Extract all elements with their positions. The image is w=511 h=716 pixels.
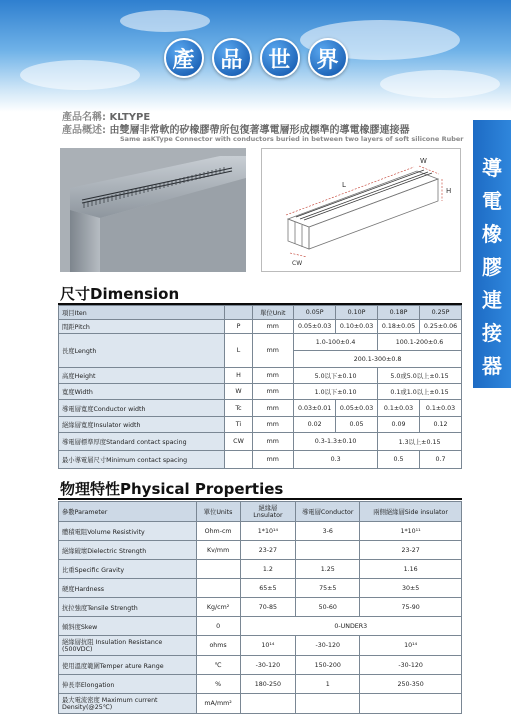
side-char: 接 (482, 321, 502, 345)
param-name: 絕緣層寬度Insulator width (59, 417, 225, 433)
table-cell: 30±5 (360, 579, 462, 598)
table-cell: 0.05 (336, 417, 378, 433)
table-cell: 0.25±0.06 (419, 320, 461, 334)
table-header-row (59, 306, 462, 320)
param-unit: mm (252, 334, 294, 368)
table-cell: 0.1或1.0以上±0.15 (378, 384, 462, 400)
table-cell: 0.3 (294, 451, 378, 469)
label-l: L (342, 181, 346, 189)
side-char: 導 (482, 156, 502, 180)
table-cell: 180-250 (240, 675, 296, 694)
table-cell: 70-85 (240, 598, 296, 617)
table-cell: 1.2 (240, 560, 296, 579)
param-symbol: H (225, 368, 252, 384)
param-symbol: Tc (225, 400, 252, 417)
header-cell: 導電層Conductor (296, 502, 360, 522)
param-name: 導電層寬度Conductor width (59, 400, 225, 417)
table-row (59, 579, 462, 598)
param-unit: mm (252, 451, 294, 469)
table-row (59, 656, 462, 675)
table-row (59, 694, 462, 714)
param-symbol (225, 451, 252, 469)
param-unit: ohms (196, 636, 240, 656)
param-name: 硬度Hardness (59, 579, 197, 598)
param-unit: mm (252, 417, 294, 433)
table-cell: 1*10¹¹ (360, 522, 462, 541)
param-name: 長度Length (59, 334, 225, 368)
table-cell: 1*10¹⁴ (240, 522, 296, 541)
param-name: 體積電阻Volume Resistivity (59, 522, 197, 541)
table-cell: 1.25 (296, 560, 360, 579)
header-cell (225, 306, 252, 320)
title-char: 品 (212, 38, 252, 78)
header-cell: 參數Parameter (59, 502, 197, 522)
table-cell: 0.10±0.03 (336, 320, 378, 334)
param-unit: mm (252, 320, 294, 334)
table-cell (296, 541, 360, 560)
table-cell: -30-120 (360, 656, 462, 675)
param-name: 寬度Width (59, 384, 225, 400)
table-cell: 0.5 (378, 451, 420, 469)
param-unit: % (196, 675, 240, 694)
table-cell: 10¹⁴ (360, 636, 462, 656)
table-row (59, 598, 462, 617)
param-name: 伸長率Elongation (59, 675, 197, 694)
param-unit: mm (252, 368, 294, 384)
table-cell: 23-27 (240, 541, 296, 560)
table-row (59, 617, 462, 636)
label-h: H (446, 187, 452, 195)
table-cell: 1.16 (360, 560, 462, 579)
param-unit (196, 579, 240, 598)
param-unit: ℃ (196, 656, 240, 675)
title-char: 世 (260, 38, 300, 78)
header-cell: 單位Units (196, 502, 240, 522)
param-symbol: W (225, 384, 252, 400)
header-cell: 0.18P (378, 306, 420, 320)
table-row (59, 451, 462, 469)
header-cell: 單位Unit (252, 306, 294, 320)
param-name: 絕緣破壞Dielectric Strength (59, 541, 197, 560)
side-char: 橡 (482, 222, 502, 246)
table-row (59, 400, 462, 417)
header-cell: 兩側絕緣層Side insulator (360, 502, 462, 522)
param-name: 高度Height (59, 368, 225, 384)
param-name: 最小導電層尺寸Minimum contact spacing (59, 451, 225, 469)
table-cell: 200.1-300±0.8 (294, 351, 462, 368)
param-unit: Kv/mm (196, 541, 240, 560)
header-cell: 0.05P (294, 306, 336, 320)
side-char: 器 (482, 354, 502, 378)
side-category-band (473, 120, 511, 388)
header-cell: 項目Iten (59, 306, 225, 320)
connector-photo (60, 148, 246, 272)
table-cell: -30-120 (240, 656, 296, 675)
table-cell: -30-120 (296, 636, 360, 656)
table-row (59, 368, 462, 384)
table-cell: 23-27 (360, 541, 462, 560)
table-cell: 0.1±0.03 (378, 400, 420, 417)
table-cell (240, 694, 296, 714)
header-cell: 0.25P (419, 306, 461, 320)
table-cell: 3-6 (296, 522, 360, 541)
table-row (59, 541, 462, 560)
product-desc-en: Same asKType Connector with conductors buried in between two layers of soft silicone Ruber (120, 135, 464, 143)
table-cell: 1 (296, 675, 360, 694)
param-unit (196, 560, 240, 579)
table-cell (296, 694, 360, 714)
table-cell: 0.02 (294, 417, 336, 433)
table-cell: 0.18±0.05 (378, 320, 420, 334)
param-name: 抗拉強度Tensile Strength (59, 598, 197, 617)
table-cell: 0.12 (419, 417, 461, 433)
table-cell: 0.1±0.03 (419, 400, 461, 417)
table-header-row (59, 502, 462, 522)
physical-table (58, 501, 462, 714)
param-symbol: Ti (225, 417, 252, 433)
dimension-title: 尺寸Dimension (60, 285, 180, 303)
param-unit: mA/mm² (196, 694, 240, 714)
table-cell: 100.1-200±0.6 (378, 334, 462, 351)
side-char: 電 (482, 189, 502, 213)
table-row (59, 384, 462, 400)
label-cw: CW (292, 260, 303, 267)
product-description (62, 121, 409, 136)
table-row (59, 636, 462, 656)
table-cell: 0.03±0.01 (294, 400, 336, 417)
table-cell: 65±5 (240, 579, 296, 598)
product-name-value: KLTYPE (109, 112, 151, 123)
dimension-drawing (261, 148, 461, 272)
table-cell: 0.7 (419, 451, 461, 469)
param-unit: Kg/cm² (196, 598, 240, 617)
table-cell: 0.05±0.03 (336, 400, 378, 417)
physical-divider (58, 498, 462, 500)
table-cell: 5.0以下±0.10 (294, 368, 378, 384)
table-cell: 50-60 (296, 598, 360, 617)
table-row (59, 417, 462, 433)
param-symbol: P (225, 320, 252, 334)
table-cell: 150-200 (296, 656, 360, 675)
table-cell: 0.3-1.3±0.10 (294, 433, 378, 451)
page-title (0, 38, 511, 78)
table-cell: 1.0以下±0.10 (294, 384, 378, 400)
product-name-label: 產品名稱: (62, 112, 106, 123)
side-char: 連 (482, 288, 502, 312)
table-row (59, 560, 462, 579)
side-char: 膠 (482, 255, 502, 279)
param-symbol: CW (225, 433, 252, 451)
param-unit: mm (252, 400, 294, 417)
header-cell: 0.10P (336, 306, 378, 320)
param-unit: mm (252, 384, 294, 400)
table-cell: 250-350 (360, 675, 462, 694)
table-cell: 5.0或5.0以上±0.15 (378, 368, 462, 384)
param-name: 使用溫度範圍Temper ature Range (59, 656, 197, 675)
table-cell: 75-90 (360, 598, 462, 617)
table-cell: 10¹⁴ (240, 636, 296, 656)
title-char: 界 (308, 38, 348, 78)
table-cell (360, 694, 462, 714)
label-w: W (420, 157, 427, 165)
table-cell: 1.3以上±0.15 (378, 433, 462, 451)
product-desc-value: 由雙層非常軟的矽橡膠帶所包復著導電層形成標準的導電橡膠連接器 (109, 125, 410, 136)
param-unit: Ohm-cm (196, 522, 240, 541)
param-unit: 0 (196, 617, 240, 636)
param-unit: mm (252, 433, 294, 451)
table-row (59, 320, 462, 334)
param-name: 間距Pitch (59, 320, 225, 334)
table-row (59, 433, 462, 451)
title-char: 產 (164, 38, 204, 78)
param-name: 比重Specific Gravity (59, 560, 197, 579)
param-symbol: L (225, 334, 252, 368)
table-cell: 0-UNDER3 (240, 617, 461, 636)
table-cell: 0.05±0.03 (294, 320, 336, 334)
table-cell: 1.0-100±0.4 (294, 334, 378, 351)
table-row (59, 522, 462, 541)
table-cell: 75±5 (296, 579, 360, 598)
dimension-table (58, 305, 462, 469)
physical-title: 物理特性Physical Properties (60, 480, 284, 498)
param-name: 導電層標準厚度Standard contact spacing (59, 433, 225, 451)
param-name: 最大電流密度 Maximum current Density(@25℃) (59, 694, 197, 714)
table-row (59, 675, 462, 694)
header-cell: 絕緣層 Lnsulator (240, 502, 296, 522)
param-name: 絕緣層抗阻 Insulation Resistance (500VDC) (59, 636, 197, 656)
product-desc-label: 產品概述: (62, 125, 106, 136)
table-row (59, 334, 462, 351)
param-name: 傾斜度Skew (59, 617, 197, 636)
table-cell: 0.09 (378, 417, 420, 433)
